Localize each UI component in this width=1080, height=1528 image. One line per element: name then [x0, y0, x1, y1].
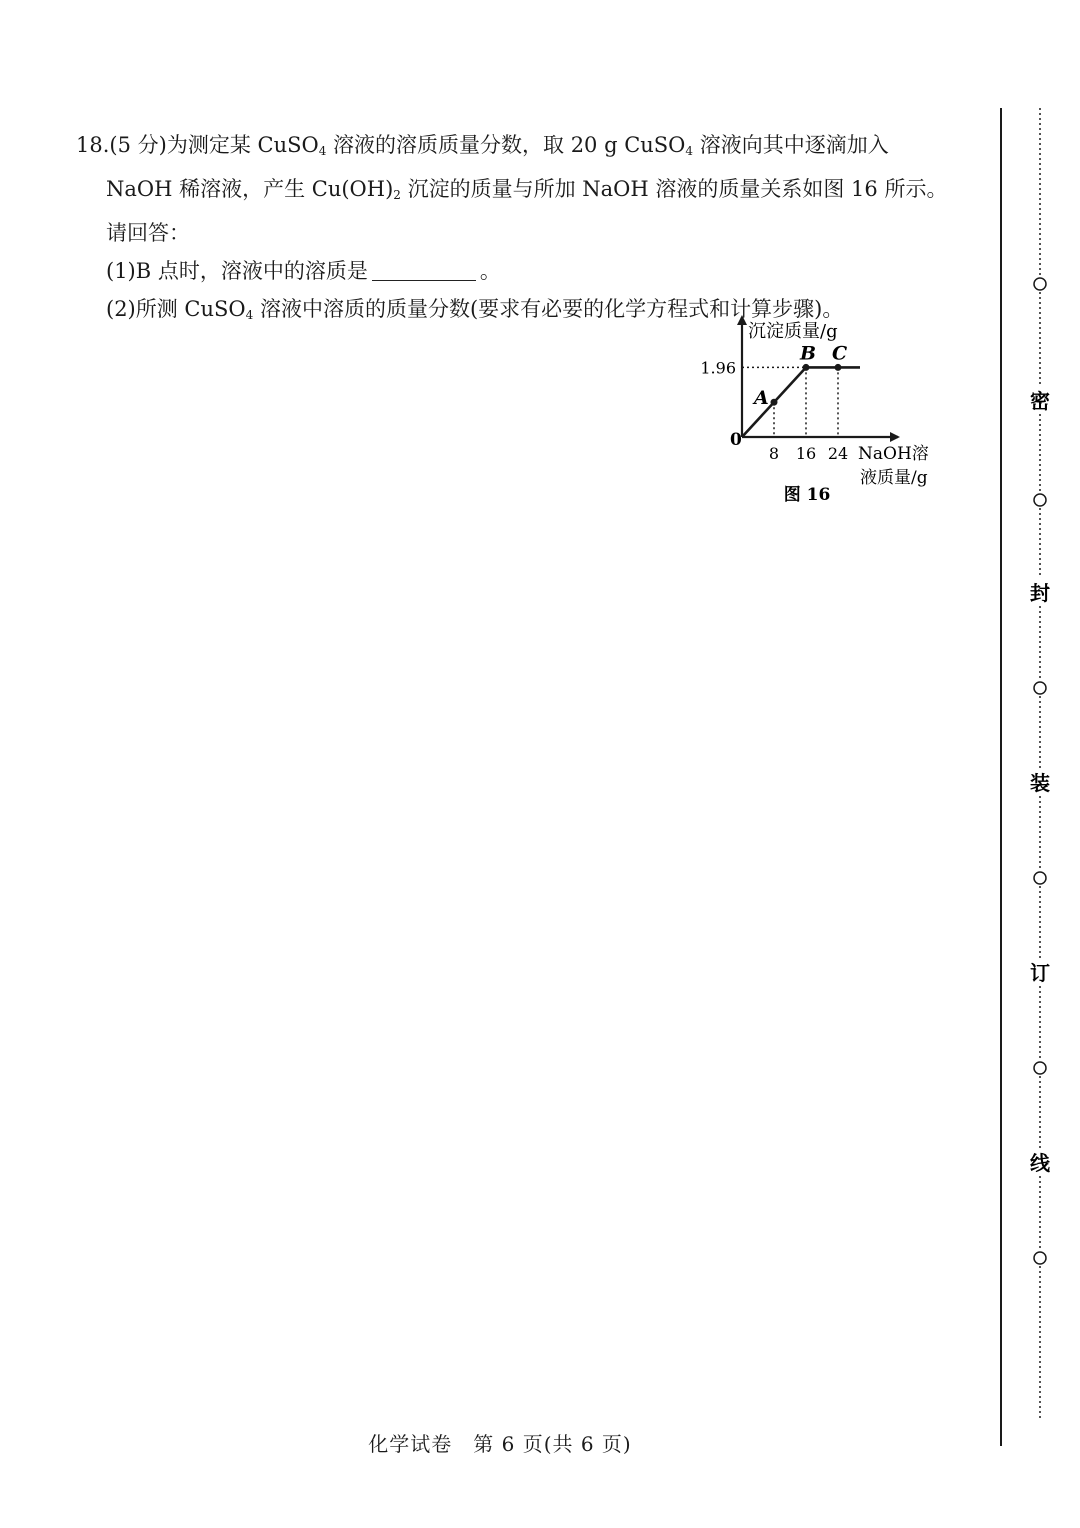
binding-char: 密 — [1030, 389, 1050, 413]
point-label-A: A — [754, 387, 769, 410]
subscript: 4 — [685, 144, 694, 158]
question-line-2 — [76, 170, 956, 214]
y-axis-label: 沉淀质量/g — [748, 321, 838, 342]
part1-end: 。 — [479, 259, 501, 283]
binding-circle — [1034, 278, 1046, 290]
question-part-1 — [76, 252, 956, 290]
x-tick-label: 8 — [768, 444, 780, 463]
binding-char: 装 — [1030, 771, 1050, 795]
binding-circle — [1034, 1062, 1046, 1074]
question-text: 溶液向其中逐滴加入 — [693, 133, 889, 157]
part1-text: (1)B 点时，溶液中的溶质是 — [106, 259, 368, 283]
question-points: (5 分) — [109, 133, 167, 157]
binding-circle — [1034, 682, 1046, 694]
part2-text: 溶液中溶质的质量分数(要求有必要的化学方程式和计算步骤)。 — [253, 297, 844, 321]
x-axis-label-line2: 液质量/g — [860, 468, 928, 488]
binding-circle — [1034, 872, 1046, 884]
binding-char: 封 — [1030, 581, 1050, 605]
page-footer: 化学试卷 第 6 页(共 6 页) — [368, 1432, 632, 1456]
question-line-3 — [76, 214, 956, 252]
subscript: 4 — [245, 308, 254, 322]
y-tick-label: 1.96 — [700, 358, 736, 378]
point-label-C: C — [832, 342, 848, 365]
x-tick-label: 16 — [795, 444, 817, 463]
binding-line-svg — [1000, 108, 1080, 1458]
point-label-B: B — [800, 342, 817, 365]
question-text: 溶液的溶质质量分数，取 20 g CuSO — [326, 133, 686, 157]
origin-label: 0 — [730, 430, 742, 450]
data-point-C — [835, 364, 842, 371]
question-text: 为测定某 CuSO — [166, 133, 319, 157]
x-axis-label-line1: NaOH溶 — [858, 444, 929, 464]
data-point-B — [803, 364, 810, 371]
chart-svg — [700, 315, 950, 515]
figure-caption: 图 16 — [783, 485, 831, 505]
x-tick-label: 24 — [827, 444, 849, 463]
binding-char: 线 — [1030, 1151, 1050, 1175]
subscript: 4 — [318, 144, 327, 158]
binding-circle — [1034, 494, 1046, 506]
binding-circle — [1034, 1252, 1046, 1264]
answer-blank[interactable] — [372, 258, 476, 281]
question-18 — [76, 126, 956, 334]
question-text: NaOH 稀溶液，产生 Cu(OH) — [106, 177, 394, 201]
binding-margin — [1000, 108, 1080, 1458]
question-text: 沉淀的质量与所加 NaOH 溶液的质量关系如图 16 所示。 — [400, 177, 948, 201]
question-line-1 — [76, 126, 956, 170]
data-point-A — [771, 399, 778, 406]
question-text: 请回答： — [106, 221, 190, 245]
figure-16 — [700, 315, 950, 515]
subscript: 2 — [393, 188, 401, 202]
part2-text: (2)所测 CuSO — [106, 297, 246, 321]
question-number: 18. — [76, 133, 110, 157]
binding-char: 订 — [1030, 961, 1050, 985]
